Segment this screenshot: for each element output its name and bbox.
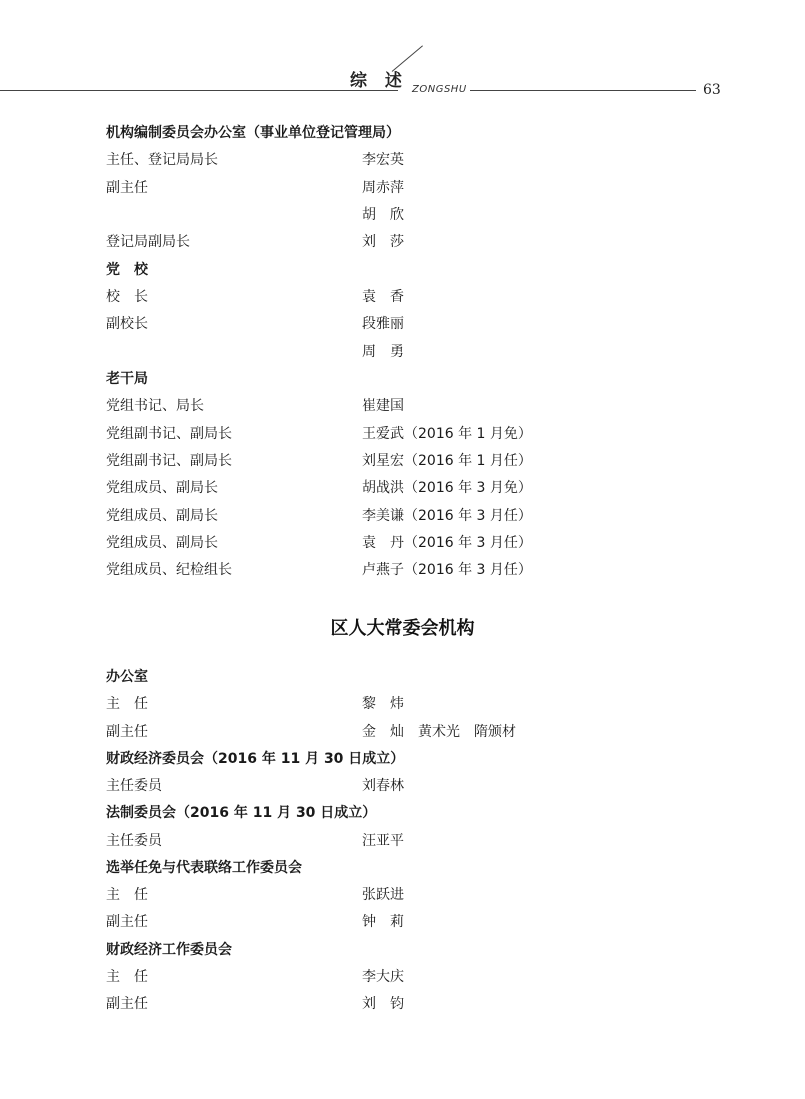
person-name: 刘星宏（2016 年 1 月任） — [362, 452, 532, 469]
list-item — [106, 339, 706, 366]
person-name: 崔建国 — [362, 398, 404, 415]
person-name: 袁 香 — [362, 288, 404, 305]
person-name: 卢燕子（2016 年 3 月任） — [362, 562, 532, 579]
role-label: 主任委员 — [106, 778, 162, 794]
role-label: 副主任 — [106, 179, 148, 196]
person-name: 胡 欣 — [362, 206, 404, 223]
list-item — [106, 773, 706, 800]
header-rule-left — [0, 90, 398, 91]
list-item — [106, 530, 706, 557]
role-label: 党组副书记、副局长 — [106, 425, 232, 442]
role-label: 副主任 — [106, 996, 148, 1012]
section-heading: 法制委员会（2016 年 11 月 30 日成立） — [106, 805, 377, 822]
person-name: 李美谦（2016 年 3 月任） — [362, 507, 532, 524]
list-item — [106, 284, 706, 311]
section-heading: 党 校 — [106, 261, 148, 278]
header-rule-right — [470, 90, 696, 91]
person-name: 刘春林 — [362, 778, 404, 794]
list-item — [106, 147, 706, 174]
person-name: 王爱武（2016 年 1 月免） — [362, 425, 532, 442]
list-item — [106, 828, 706, 855]
list-item — [106, 175, 706, 202]
role-label: 党组成员、纪检组长 — [106, 562, 232, 579]
list-item — [106, 691, 706, 718]
section-heading: 机构编制委员会办公室（事业单位登记管理局） — [106, 125, 400, 141]
list-item — [106, 503, 706, 530]
person-name: 袁 丹（2016 年 3 月任） — [362, 534, 532, 551]
directory-block-2 — [106, 664, 706, 1018]
list-item — [106, 964, 706, 991]
section-heading: 财政经济委员会（2016 年 11 月 30 日成立） — [106, 750, 405, 767]
role-label: 主 任 — [106, 887, 148, 903]
person-name: 刘 钧 — [362, 996, 404, 1012]
role-label: 副主任 — [106, 723, 148, 740]
list-item — [106, 475, 706, 502]
person-name: 周赤萍 — [362, 179, 404, 196]
header-subtitle: ZONGSHU — [412, 84, 467, 95]
role-label: 主 任 — [106, 696, 148, 713]
role-label: 党组副书记、副局长 — [106, 452, 232, 469]
list-item — [106, 202, 706, 229]
list-item — [106, 991, 706, 1018]
section-heading: 财政经济工作委员会 — [106, 941, 232, 958]
person-name: 金 灿 黄术光 隋颁材 — [362, 723, 516, 740]
role-label: 副校长 — [106, 316, 148, 333]
list-item — [106, 719, 706, 746]
list-item — [106, 229, 706, 256]
role-label: 校 长 — [106, 288, 148, 305]
list-item — [106, 393, 706, 420]
role-label: 登记局副局长 — [106, 234, 190, 251]
list-item — [106, 909, 706, 936]
role-label: 主 任 — [106, 968, 148, 985]
header-title: 综 述 — [350, 71, 408, 91]
role-label: 党组成员、副局长 — [106, 507, 218, 524]
role-label: 主任委员 — [106, 832, 162, 849]
person-name: 钟 莉 — [362, 914, 404, 931]
role-label: 主任、登记局局长 — [106, 152, 218, 169]
list-item — [106, 421, 706, 448]
directory-block-1 — [106, 120, 706, 585]
section-heading: 办公室 — [106, 669, 148, 685]
person-name: 汪亚平 — [362, 832, 404, 849]
person-name: 黎 炜 — [362, 696, 404, 713]
person-name: 李宏英 — [362, 152, 404, 169]
person-name: 周 勇 — [362, 343, 404, 360]
role-label: 党组书记、局长 — [106, 398, 204, 415]
list-item — [106, 448, 706, 475]
page-number: 63 — [703, 82, 721, 98]
role-label: 党组成员、副局长 — [106, 534, 218, 551]
person-name: 刘 莎 — [362, 234, 404, 251]
person-name: 张跃进 — [362, 887, 404, 903]
list-item — [106, 557, 706, 584]
section-heading: 老干局 — [106, 370, 148, 387]
role-label: 党组成员、副局长 — [106, 480, 218, 497]
person-name: 胡战洪（2016 年 3 月免） — [362, 480, 532, 497]
role-label: 副主任 — [106, 914, 148, 931]
person-name: 段雅丽 — [362, 316, 404, 333]
section-heading: 选举任免与代表联络工作委员会 — [106, 859, 302, 876]
person-name: 李大庆 — [362, 968, 404, 985]
section-title: 区人大常委会机构 — [330, 618, 475, 639]
list-item — [106, 882, 706, 909]
list-item — [106, 311, 706, 338]
